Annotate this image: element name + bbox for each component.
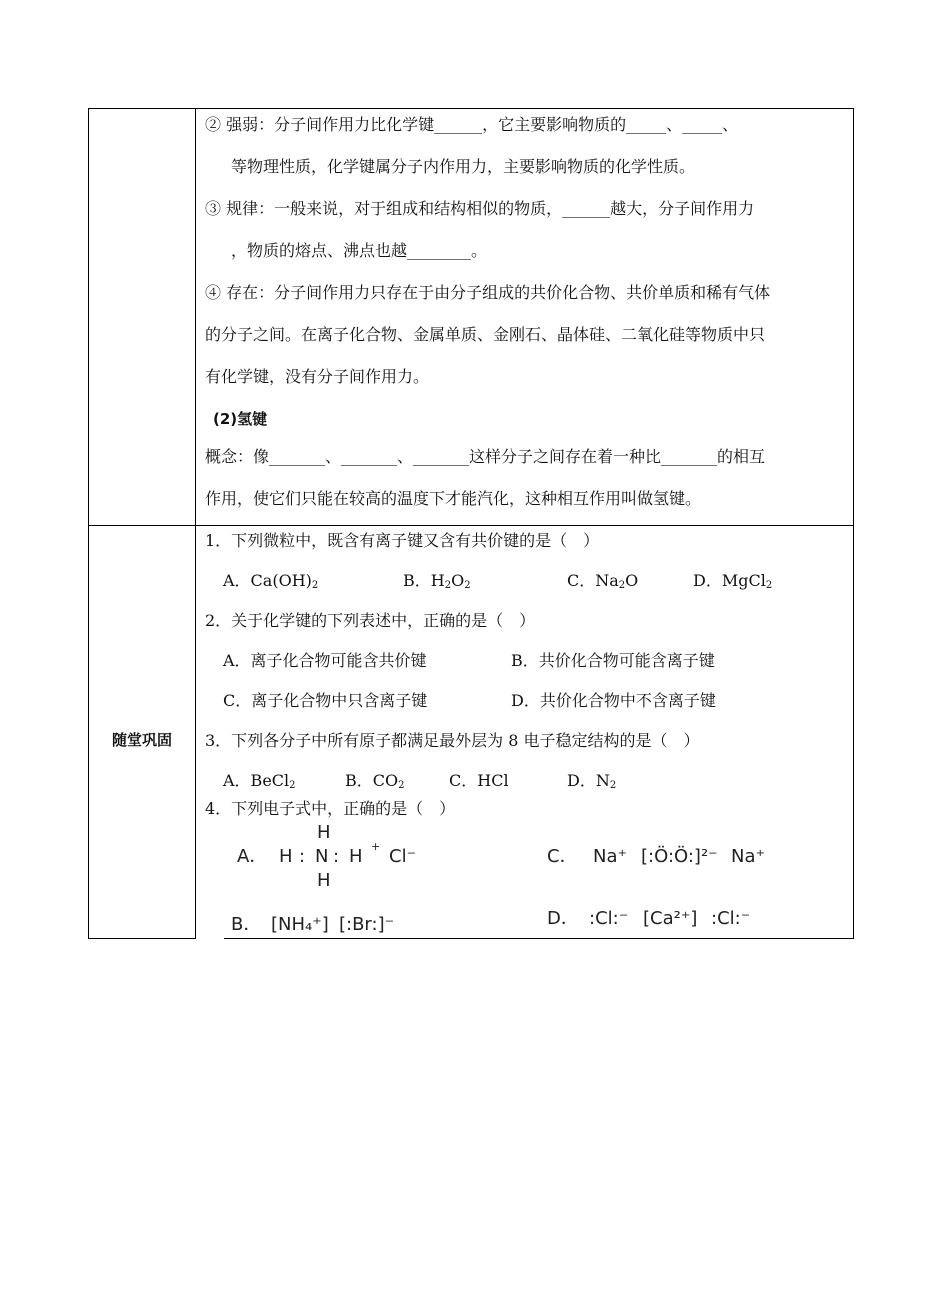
q2-option-b: B．共价化合物可能含离子键 bbox=[511, 651, 715, 670]
row-label-consolidation: 随堂巩固 bbox=[111, 731, 172, 749]
ef-a-label: A． bbox=[237, 846, 268, 867]
q3-option-a: A．BeCl$_2$ bbox=[223, 771, 296, 791]
ef-a-h-right: H bbox=[349, 846, 363, 867]
ef-b-br: [:Br:]⁻ bbox=[339, 914, 395, 935]
ef-a-colon-left: : bbox=[299, 846, 306, 867]
q2-option-c: C．离子化合物中只含离子键 bbox=[223, 691, 428, 710]
q3-option-c: C．HCl bbox=[449, 771, 509, 790]
ef-b-label: B． bbox=[231, 914, 262, 935]
q1-option-b: B．$H_2O_2$ bbox=[403, 571, 471, 591]
question-3: 3．下列各分子中所有原子都满足最外层为 8 电子稳定结构的是（ ） bbox=[205, 731, 700, 750]
text-line-existence-2: 的分子之间。在离子化合物、金属单质、金刚石、晶体硅、二氧化硅等物质中只 bbox=[205, 325, 766, 344]
question-1: 1．下列微粒中，既含有离子键又含有共价键的是（ ） bbox=[205, 531, 600, 550]
ef-a-plus: + bbox=[371, 840, 381, 853]
ef-a-n: N bbox=[315, 846, 329, 867]
text-line-boiling-point: ，物质的熔点、沸点也越________。 bbox=[231, 241, 488, 260]
image-crop-mask bbox=[196, 917, 224, 939]
text-line-physical-props: 等物理性质，化学键属分子内作用力，主要影响物质的化学性质。 bbox=[231, 157, 696, 176]
text-line-existence-3: 有化学键，没有分子间作用力。 bbox=[205, 367, 430, 386]
q3-option-b: B．$CO_2$ bbox=[345, 771, 405, 791]
column-divider bbox=[195, 109, 196, 938]
ef-d-label: D． bbox=[547, 908, 579, 929]
q1-option-c: C．$Na_2O$ bbox=[567, 571, 639, 591]
ef-a-cl: Cl⁻ bbox=[389, 846, 417, 867]
question-2: 2．关于化学键的下列表述中，正确的是（ ） bbox=[205, 611, 536, 630]
q1-option-a: A．$Ca(OH)_2$ bbox=[223, 571, 319, 591]
content-table bbox=[88, 108, 854, 939]
ef-a-h-top: H bbox=[317, 822, 331, 843]
q2-option-a: A．离子化合物可能含共价键 bbox=[223, 651, 427, 670]
text-line-concept-2: 作用，使它们只能在较高的温度下才能汽化，这种相互作用叫做氢键。 bbox=[205, 489, 702, 508]
text-line-concept: 概念：像_______、_______、_______这样分子之间存在着一种比_______的相互 bbox=[205, 447, 766, 466]
section-heading-hydrogen-bond: (2)氢键 bbox=[213, 410, 268, 428]
text-line-strength: ② 强弱：分子间作用力比化学键______，它主要影响物质的_____、_____、 bbox=[205, 115, 739, 134]
ef-c-peroxide: [:Ö:Ö:]²⁻ bbox=[641, 846, 718, 867]
ef-c-na-2: Na⁺ bbox=[731, 846, 765, 867]
question-4: 4．下列电子式中，正确的是（ ） bbox=[205, 799, 456, 818]
ef-a-h-bottom: H bbox=[317, 870, 331, 891]
q3-option-d: D．$N_2$ bbox=[567, 771, 617, 791]
ef-d-cl-1: :Cl:⁻ bbox=[589, 908, 629, 929]
ef-c-na-1: Na⁺ bbox=[593, 846, 627, 867]
q1-option-d: D．MgCl$_2$ bbox=[693, 571, 773, 591]
text-line-existence: ④ 存在：分子间作用力只存在于由分子组成的共价化合物、共价单质和稀有气体 bbox=[205, 283, 771, 302]
ef-c-label: C． bbox=[547, 846, 578, 867]
ef-a-colon-right: : bbox=[333, 846, 340, 867]
ef-a-h-left: H bbox=[279, 846, 293, 867]
q2-option-d: D．共价化合物中不含离子键 bbox=[511, 691, 716, 710]
ef-b-nh4: [NH₄⁺] bbox=[271, 914, 329, 935]
ef-d-cl-2: :Cl:⁻ bbox=[711, 908, 751, 929]
ef-d-ca: [Ca²⁺] bbox=[643, 908, 698, 929]
text-line-rule: ③ 规律：一般来说，对于组成和结构相似的物质，______越大，分子间作用力 bbox=[205, 199, 755, 218]
row-divider bbox=[89, 525, 853, 526]
